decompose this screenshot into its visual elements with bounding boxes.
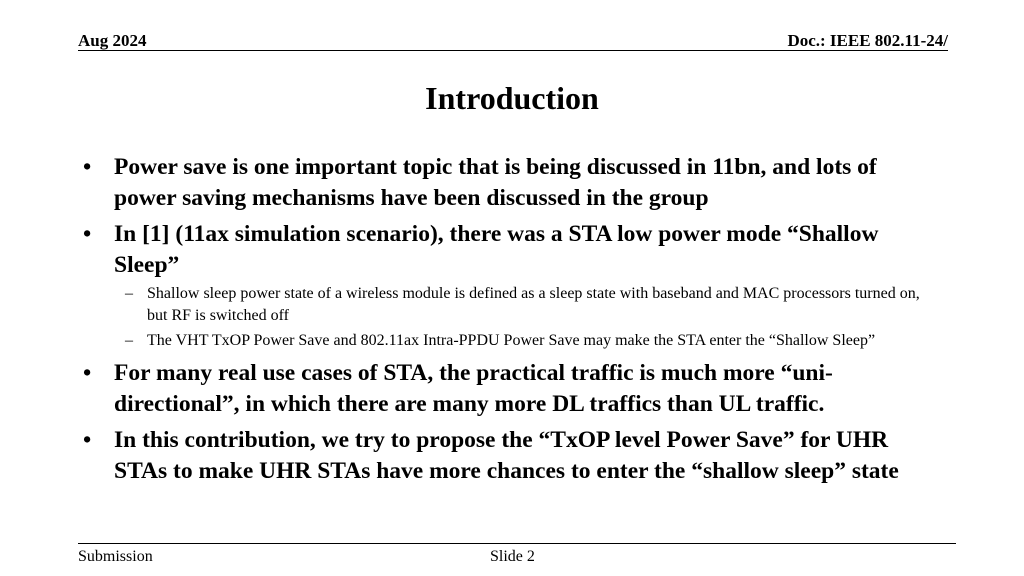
slide-title: Introduction	[425, 80, 599, 116]
header-date: Aug 2024	[78, 31, 147, 50]
sub-bullet-group	[80, 283, 940, 352]
sub-bullet-item	[80, 283, 940, 327]
dash-icon: –	[125, 332, 133, 349]
footer-submission: Submission	[78, 548, 153, 565]
header-rule	[78, 50, 948, 51]
bullet-icon: •	[83, 427, 92, 453]
header-doc-number: Doc.: IEEE 802.11-24/	[787, 31, 948, 50]
bullet-text: In this contribution, we try to propose the “TxOP level Power Save” for UHR STAs to make UHR STAs have more chances to enter the “shallow sleep” state	[114, 427, 899, 484]
bullet-item	[80, 358, 940, 420]
sub-bullet-item	[80, 330, 940, 352]
bullet-item	[80, 152, 940, 214]
bullet-text: Power save is one important topic that is being discussed in 11bn, and lots of power saving mechanisms have been discussed in the group	[114, 154, 877, 211]
bullet-text: In [1] (11ax simulation scenario), there was a STA low power mode “Shallow Sleep”	[114, 221, 879, 278]
bullet-item	[80, 425, 940, 487]
bullet-text: For many real use cases of STA, the practical traffic is much more “uni-directional”, in which there are many more DL traffics than UL traffic.	[114, 360, 833, 417]
bullet-item	[80, 219, 940, 281]
bullet-icon: •	[83, 154, 92, 180]
bullet-icon: •	[83, 221, 92, 247]
footer-rule	[78, 543, 956, 544]
dash-icon: –	[125, 285, 133, 302]
sub-bullet-text: The VHT TxOP Power Save and 802.11ax Intra-PPDU Power Save may make the STA enter the “Shallow Sleep”	[147, 332, 876, 349]
slide-content	[80, 152, 940, 492]
bullet-icon: •	[83, 360, 92, 386]
sub-bullet-text: Shallow sleep power state of a wireless module is defined as a sleep state with baseband and MAC processors turned on, but RF is switched off	[147, 285, 920, 324]
slide-number: Slide 2	[490, 548, 535, 565]
